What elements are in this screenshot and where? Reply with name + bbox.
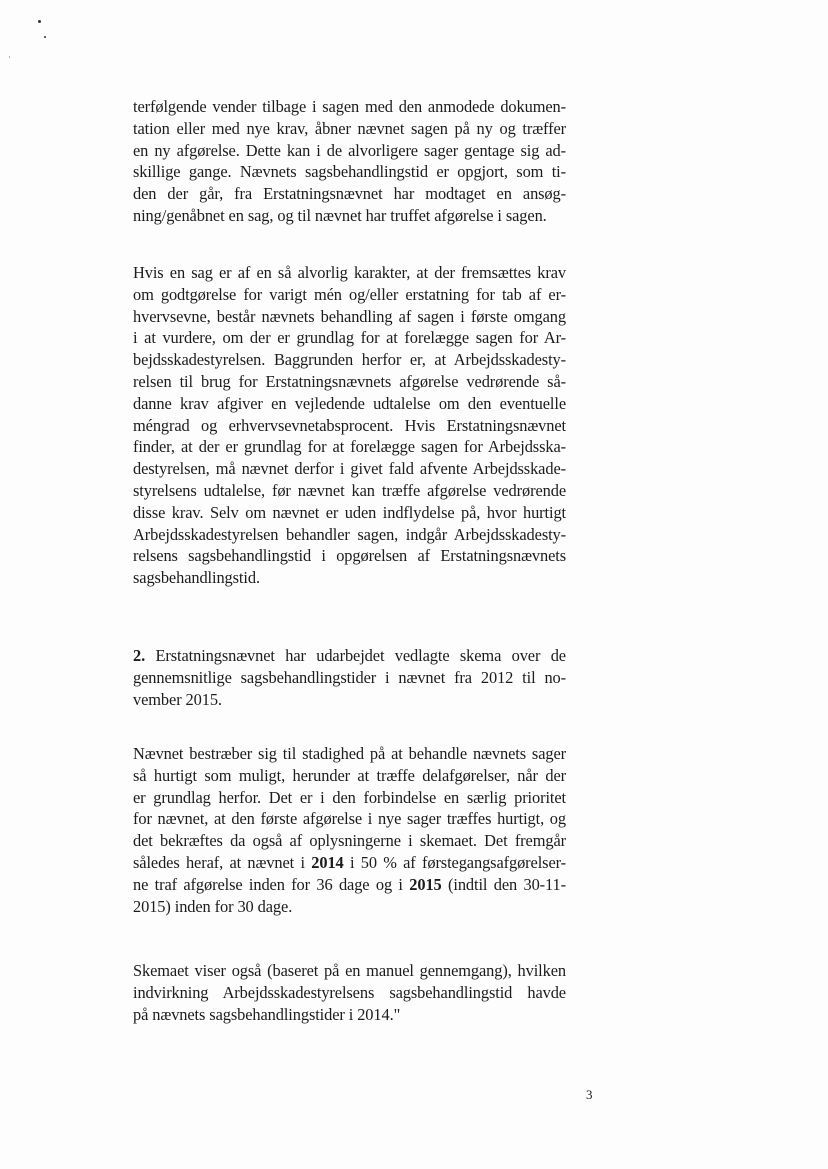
paragraph-4: [133, 743, 566, 917]
scan-speck: [44, 36, 46, 38]
text-segment: ne traf afgørelse inden for 36 dage og i: [133, 874, 410, 894]
text-line: hvervsevne, består nævnets behandling af sagen i første omgang: [133, 306, 566, 326]
text-line: danne krav afgiver en vejledende udtalelse om den eventuelle: [133, 393, 566, 413]
text-line: på nævnets sagsbehandlingstider i 2014.": [133, 1004, 401, 1024]
text-line: er grundlag herfor. Det er i den forbindelse en særlig prioritet: [133, 787, 566, 807]
paragraph-1: [133, 96, 566, 227]
section-number: 2.: [133, 646, 146, 665]
text-segment: Erstatningsnævnet har udarbejdet vedlagte skema over de: [145, 646, 566, 665]
text-line: relsen til brug for Erstatningsnævnets afgørelse vedrørende så-: [133, 371, 566, 391]
text-line: skillige gange. Nævnets sagsbehandlingstid er opgjort, som ti-: [133, 162, 566, 182]
text-line: disse krav. Selv om nævnet er uden indflydelse på, hvor hurtigt: [133, 502, 566, 522]
text-line: for nævnet, at den første afgørelse i nye sager træffes hurtigt, og: [133, 809, 566, 829]
year-emphasis: 2014: [311, 852, 344, 872]
text-segment: (indtil den 30-11-: [441, 874, 566, 894]
text-line: méngrad og erhvervsevnetabsprocent. Hvis Erstatningsnævnet: [133, 415, 566, 435]
text-line: Skemaet viser også (baseret på en manuel gennemgang), hvilken: [133, 961, 566, 980]
text-line: det bekræftes da også af oplysningerne i skemaet. Det fremgår: [133, 831, 566, 851]
text-line: ning/genåbnet en sag, og til nævnet har truffet afgørelse i sagen.: [133, 205, 547, 225]
text-line: om godtgørelse for varigt mén og/eller erstatning for tab af er-: [133, 284, 566, 304]
text-line: relsens sagsbehandlingstid i opgørelsen af Erstatningsnævnets: [133, 546, 566, 566]
text-line: finder, at der er grundlag for at forelægge sagen for Arbejdsska-: [133, 437, 566, 457]
text-line: en ny afgørelse. Dette kan i de alvorligere sager gentage sig ad-: [133, 140, 566, 160]
text-line: den der går, fra Erstatningsnævnet har modtaget en ansøg-: [133, 184, 566, 204]
text-line: gennemsnitlige sagsbehandlingstider i nævnet fra 2012 til no-: [133, 667, 566, 687]
paragraph-5: [133, 960, 566, 1025]
text-segment: således heraf, at nævnet i: [133, 852, 312, 872]
year-emphasis: 2015: [409, 874, 442, 894]
text-line: Arbejdsskadestyrelsen behandler sagen, indgår Arbejdsskadesty-: [133, 524, 566, 544]
text-segment: i 50 % af førstegangsafgørelser-: [343, 852, 567, 872]
paragraph-3: [133, 645, 566, 710]
text-line: 2015) inden for 30 dage.: [133, 896, 293, 916]
text-line: [133, 645, 566, 667]
text-line: så hurtigt som muligt, herunder at træffe delafgørelser, når der: [133, 765, 566, 785]
text-line: tation eller med nye krav, åbner nævnet sagen på ny og træffer: [133, 118, 566, 138]
text-line: terfølgende vender tilbage i sagen med den anmodede dokumen-: [133, 97, 566, 116]
text-line: destyrelsen, må nævnet derfor i givet fald afvente Arbejdsskade-: [133, 459, 566, 479]
text-line: vember 2015.: [133, 689, 222, 709]
text-line: [133, 874, 566, 896]
text-line: i at vurdere, om der er grundlag for at forelægge sagen for Ar-: [133, 328, 566, 348]
scan-speck: [38, 20, 41, 23]
paragraph-2: [133, 262, 566, 589]
scan-speck: [9, 56, 10, 58]
text-line: styrelsens udtalelse, før nævnet kan træffe afgørelse vedrørende: [133, 480, 566, 500]
text-line: bejdsskadestyrelsen. Baggrunden herfor er, at Arbejdsskadesty-: [133, 350, 566, 370]
text-line: Hvis en sag er af en så alvorlig karakter, at der fremsættes krav: [133, 263, 566, 282]
page-number: 3: [586, 1087, 593, 1102]
text-line: Nævnet bestræber sig til stadighed på at behandle nævnets sager: [133, 744, 566, 763]
text-line: [133, 852, 566, 874]
text-line: sagsbehandlingstid.: [133, 568, 260, 588]
text-line: indvirkning Arbejdsskadestyrelsens sagsbehandlingstid havde: [133, 982, 566, 1002]
